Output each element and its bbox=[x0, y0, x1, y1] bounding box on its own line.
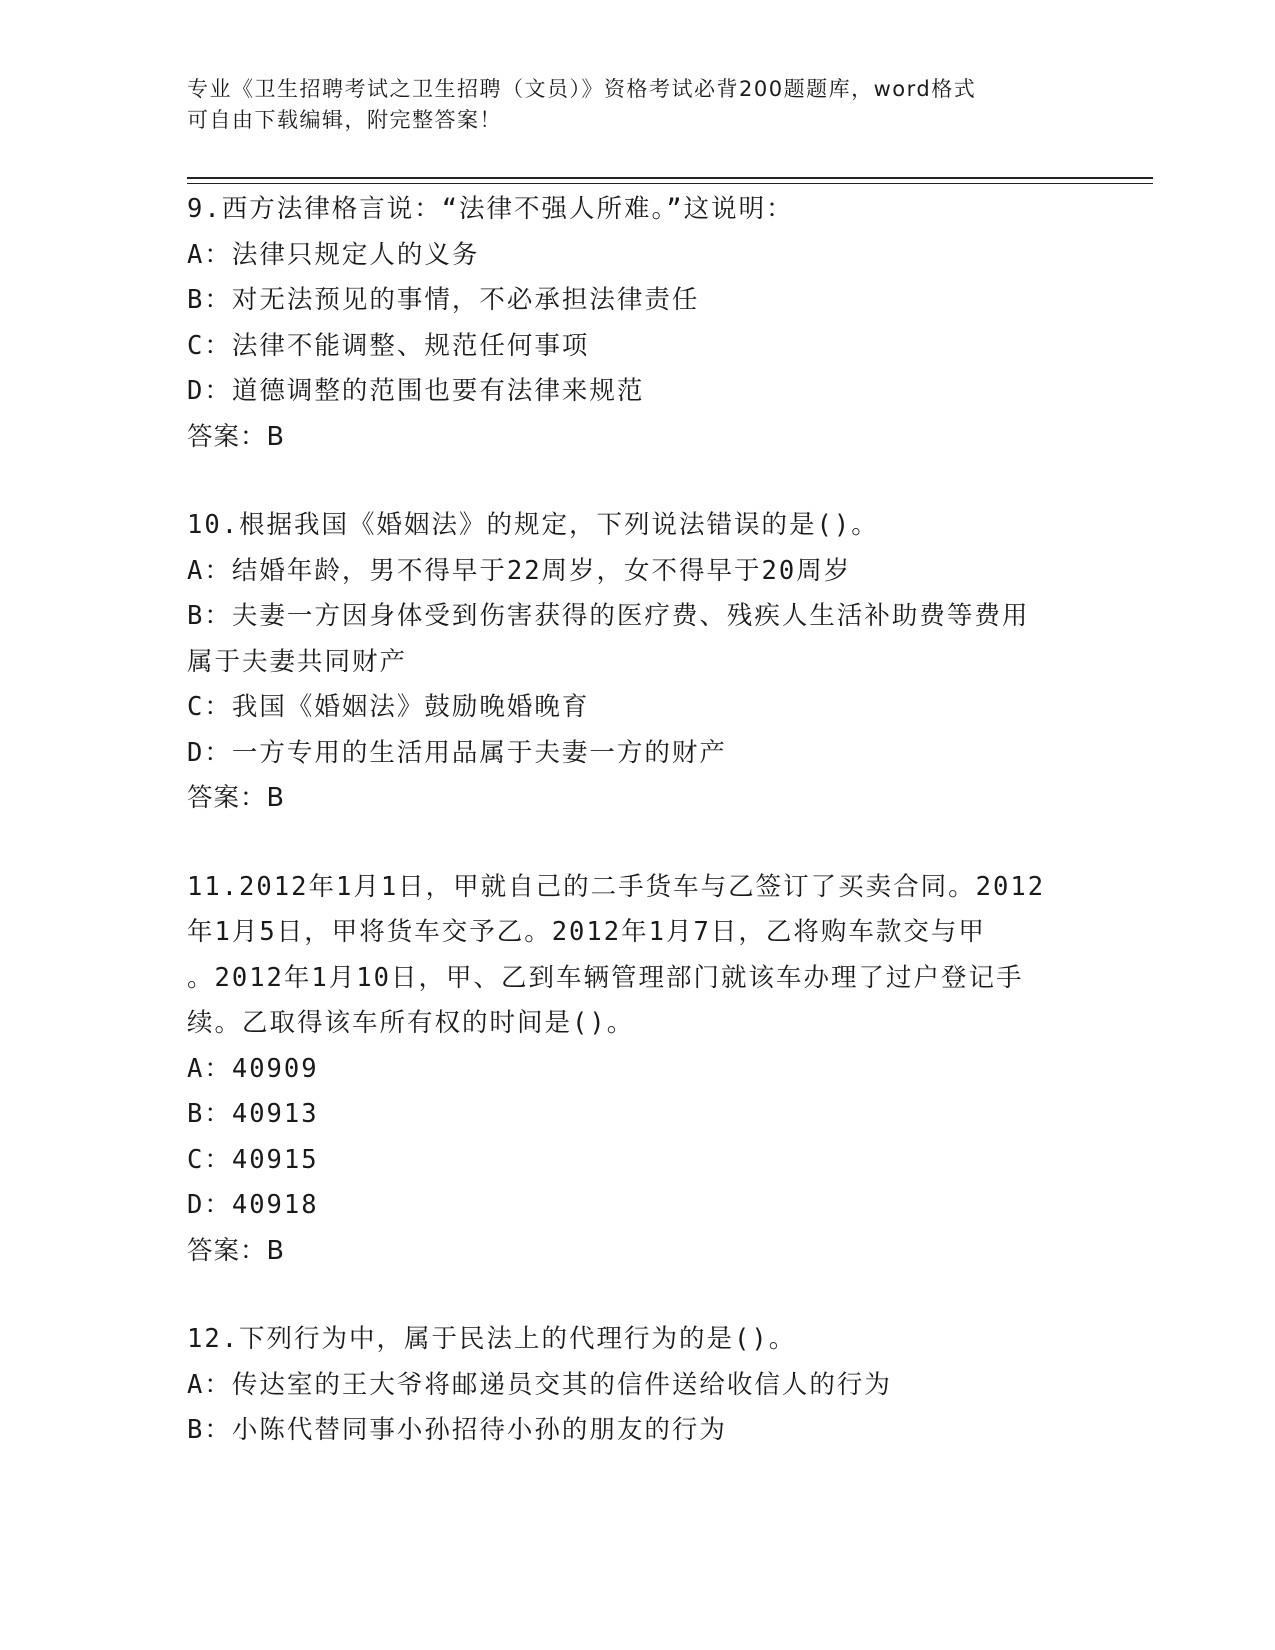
header-line-1: 专业《卫生招聘考试之卫生招聘（文员）》资格考试必背200题题库，word格式 bbox=[187, 77, 977, 101]
option-line: A：40909 bbox=[187, 1053, 319, 1084]
option-line: C：我国《婚姻法》鼓励晚婚晚育 bbox=[187, 692, 590, 722]
question-block bbox=[187, 187, 1087, 460]
document-header bbox=[187, 74, 1067, 136]
option-line: D：40918 bbox=[187, 1190, 319, 1220]
question-gap bbox=[187, 460, 1087, 503]
question-stem-line: 11.2012年1月1日，甲就自己的二手货车与乙签订了买卖合同。2012 bbox=[187, 871, 1046, 902]
question-block bbox=[187, 1317, 1087, 1454]
header-divider-thin bbox=[187, 183, 1153, 184]
option-line: A：结婚年龄，男不得早于22周岁，女不得早于20周岁 bbox=[187, 555, 852, 586]
option-line: B：40913 bbox=[187, 1099, 319, 1129]
question-gap bbox=[187, 822, 1087, 865]
option-line: C：40915 bbox=[187, 1144, 319, 1175]
option-line: B：夫妻一方因身体受到伤害获得的医疗费、残疾人生活补助费等费用 bbox=[187, 601, 1030, 631]
option-line: A：传达室的王大爷将邮递员交其的信件送给收信人的行为 bbox=[187, 1369, 892, 1400]
question-stem-line: 。2012年1月10日，甲、乙到车辆管理部门就该车办理了过户登记手 bbox=[187, 962, 1024, 993]
header-line-2: 可自由下载编辑，附完整答案！ bbox=[187, 108, 502, 132]
question-stem-line: 10.根据我国《婚姻法》的规定，下列说法错误的是()。 bbox=[187, 510, 879, 540]
header-divider-thick bbox=[187, 177, 1153, 179]
question-block bbox=[187, 503, 1087, 822]
question-stem-line: 9.西方法律格言说：“法律不强人所难。”这说明： bbox=[187, 194, 794, 224]
option-line: C：法律不能调整、规范任何事项 bbox=[187, 330, 590, 361]
option-line: D：道德调整的范围也要有法律来规范 bbox=[187, 376, 645, 406]
question-gap bbox=[187, 1274, 1087, 1317]
option-line: B：小陈代替同事小孙招待小孙的朋友的行为 bbox=[187, 1415, 727, 1445]
question-stem-line: 年1月5日，甲将货车交予乙。2012年1月7日，乙将购车款交与甲 bbox=[187, 917, 986, 947]
question-stem-line: 续。乙取得该车所有权的时间是()。 bbox=[187, 1008, 635, 1038]
option-line: D：一方专用的生活用品属于夫妻一方的财产 bbox=[187, 737, 727, 768]
option-line: B：对无法预见的事情，不必承担法律责任 bbox=[187, 285, 700, 315]
answer-line: 答案：B bbox=[187, 1235, 285, 1266]
question-list bbox=[187, 187, 1087, 1454]
option-line: A：法律只规定人的义务 bbox=[187, 239, 480, 270]
option-line: 属于夫妻共同财产 bbox=[187, 646, 408, 677]
question-block bbox=[187, 865, 1087, 1275]
question-stem-line: 12.下列行为中，属于民法上的代理行为的是()。 bbox=[187, 1324, 797, 1354]
answer-line: 答案：B bbox=[187, 421, 285, 452]
answer-line: 答案：B bbox=[187, 783, 285, 813]
